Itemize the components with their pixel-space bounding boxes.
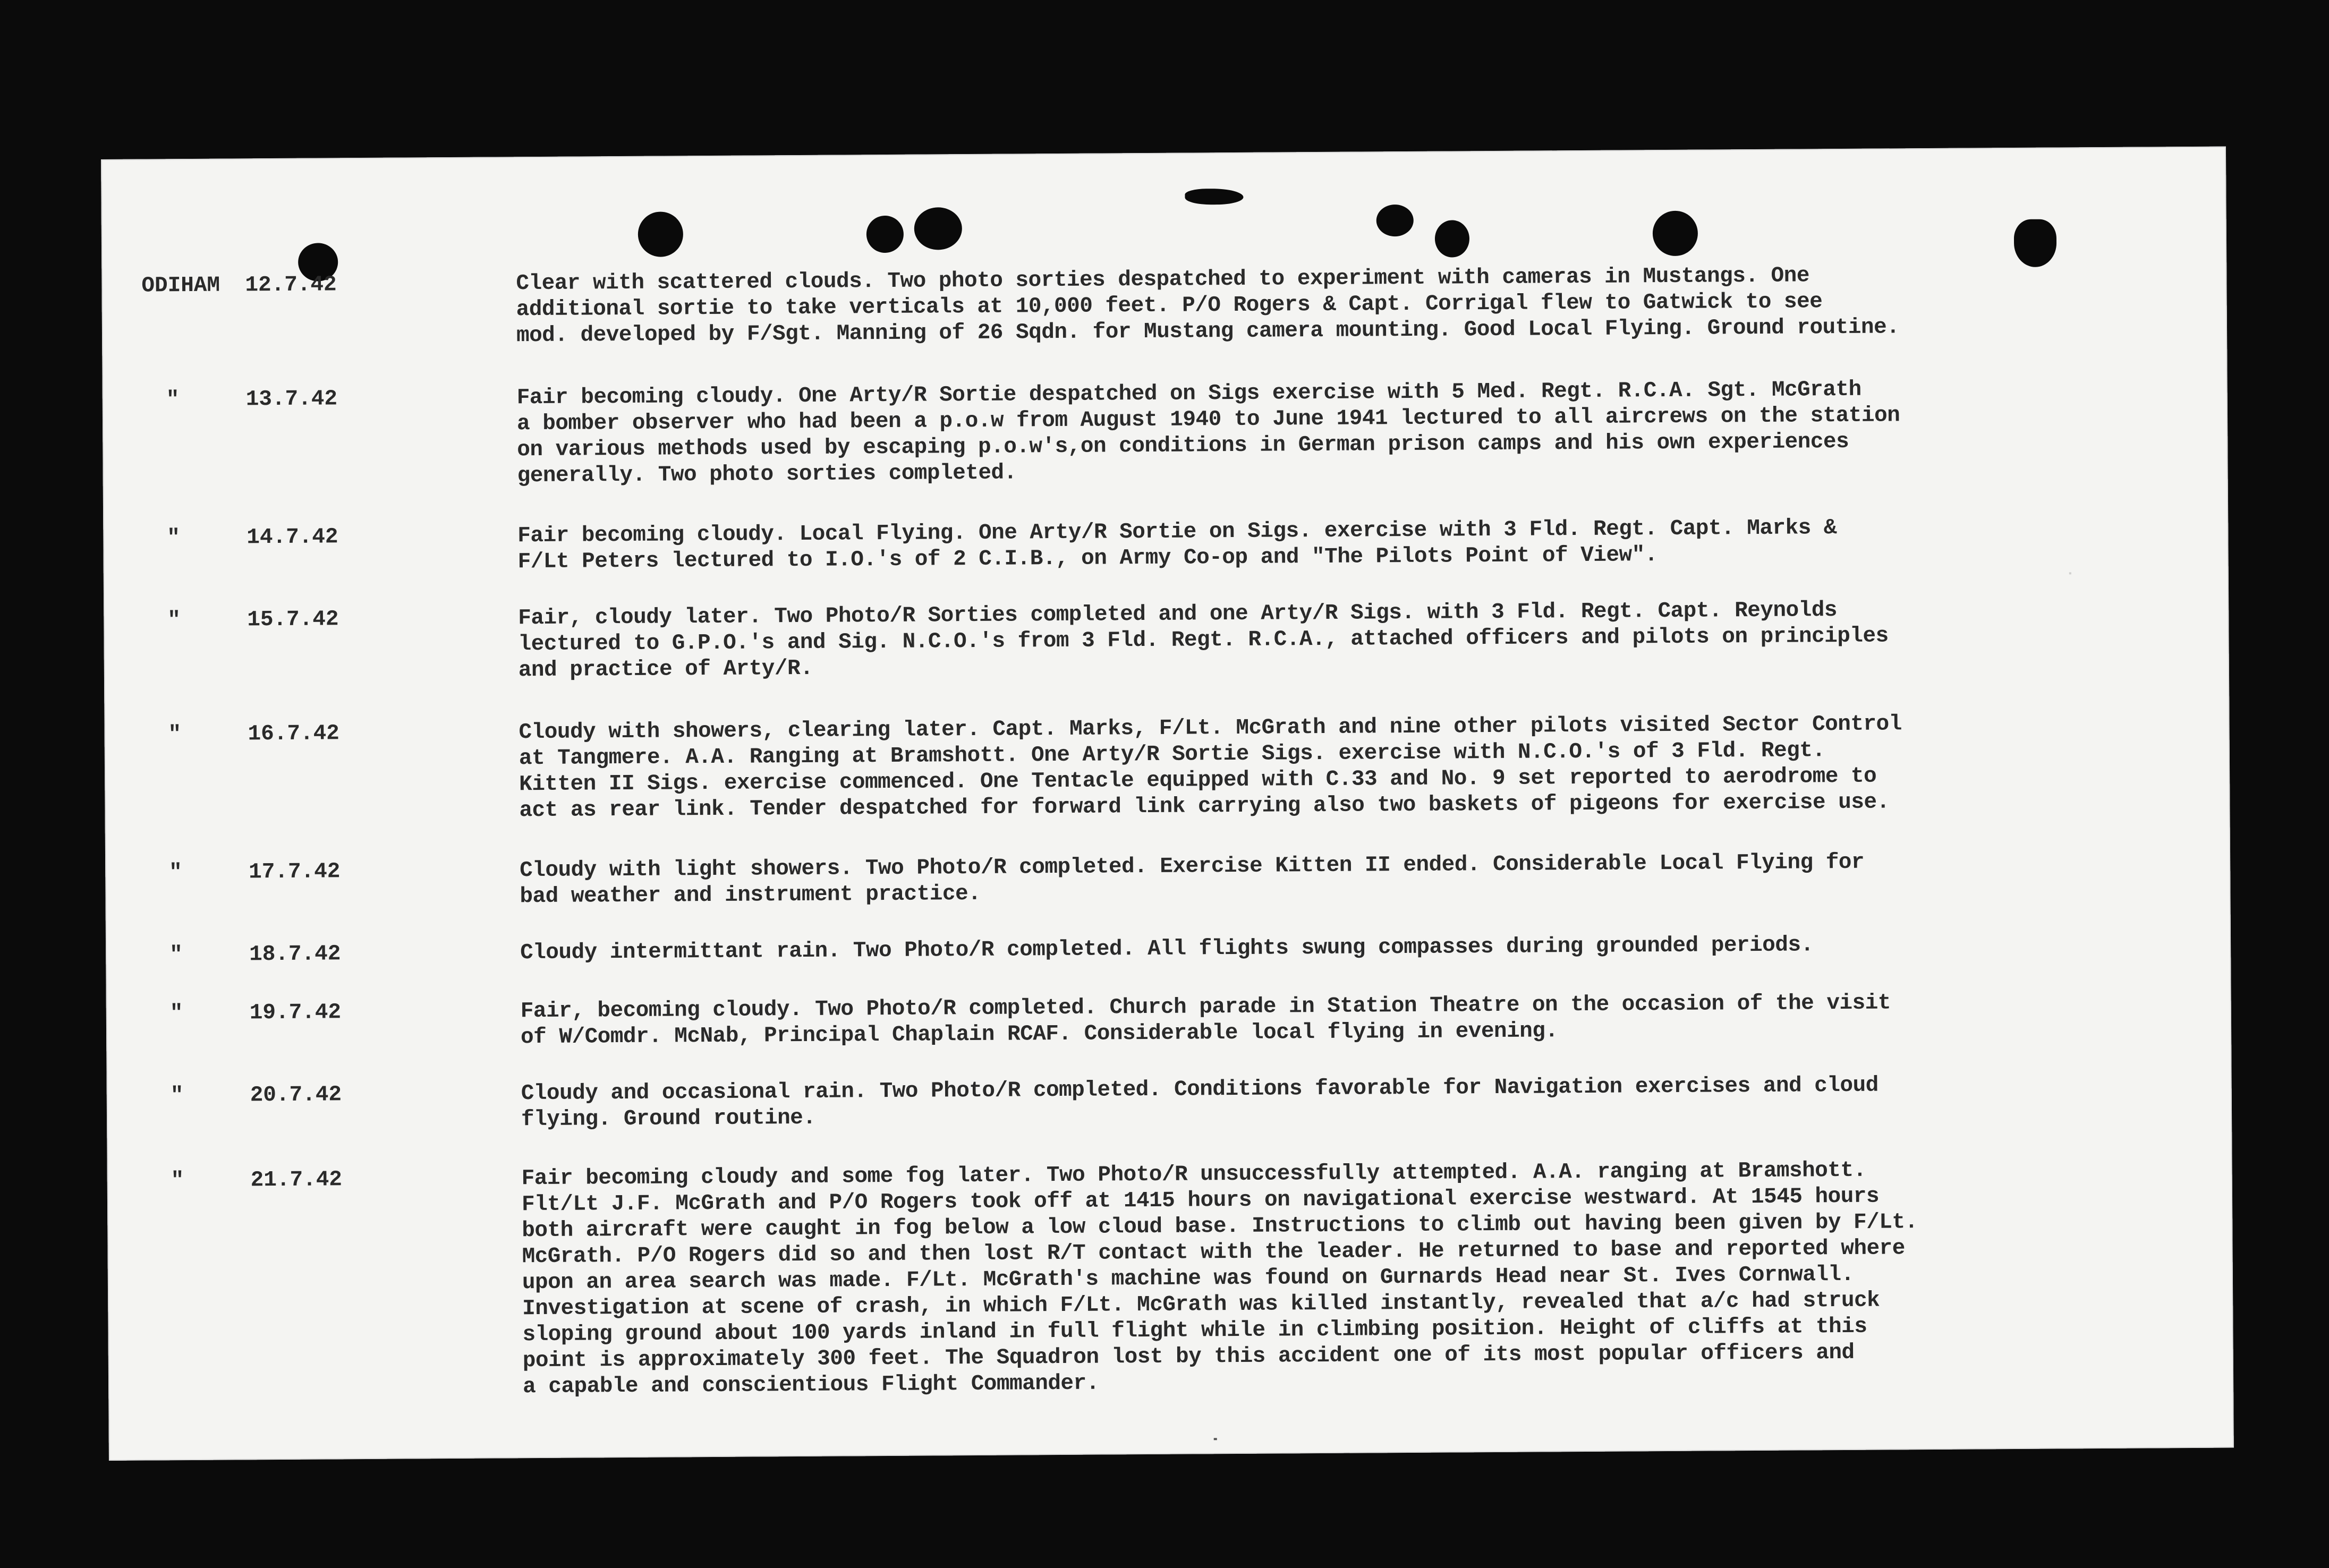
- document-page: [101, 147, 2234, 1461]
- entry-text: Fair becoming cloudy. Local Flying. One Arty/R Sortie on Sigs. exercise with 3 Fld. Regt. Capt. Marks & F/Lt Peters lectured to I.O.'s of 2 C.I.B., on Army Co-op and "The Pilots Point of View".: [517, 516, 1837, 575]
- ditto-mark: ": [169, 860, 182, 885]
- ditto-mark: ": [170, 1084, 184, 1109]
- ditto-mark: ": [166, 388, 180, 413]
- place-name: ODIHAM: [141, 273, 220, 299]
- entry-text: Cloudy intermittant rain. Two Photo/R completed. All flights swung compasses during grounded periods.: [520, 933, 1814, 966]
- punch-hole: [914, 207, 962, 250]
- diary-entry: [103, 513, 2228, 575]
- diary-entry: [107, 1071, 2232, 1132]
- punch-hole: [2014, 219, 2057, 267]
- entry-text: Cloudy with showers, clearing later. Capt. Marks, F/Lt. McGrath and nine other pilots visited Sector Control at Tangmere. A.A. Ranging at Bramshott. One Arty/R Sortie Sigs. exercise with N.C.O.'s of 3 Fld. Regt. Kitten II Sigs. exercise commenced. One Tentacle equipped with C.33 and No. 9 set reported to aerodrome to act as rear link. Tender despatched for forward link carrying also two baskets of pigeons for exercise use.: [518, 712, 1902, 823]
- diary-entry: [107, 1156, 2232, 1400]
- entry-date: 18.7.42: [249, 942, 341, 967]
- diary-entries: [101, 147, 2226, 1400]
- entry-date: 17.7.42: [249, 859, 341, 885]
- diary-entry: [105, 848, 2230, 909]
- ditto-mark: ": [171, 1169, 184, 1194]
- entry-text: Cloudy and occasional rain. Two Photo/R completed. Conditions favorable for Navigation exercises and cloud flying. Ground routine.: [521, 1073, 1878, 1132]
- ditto-mark: ": [167, 526, 181, 551]
- entry-text: Fair, cloudy later. Two Photo/R Sorties completed and one Arty/R Sigs. with 3 Fld. Regt. Capt. Reynolds lectured to G.P.O.'s and Sig. N.C.O.'s from 3 Fld. Regt. R.C.A., attached officers and pilots on principles and practice of Arty/R.: [518, 598, 1889, 683]
- diary-entry: [101, 261, 2226, 348]
- diary-entry: [106, 930, 2231, 968]
- punch-hole: [866, 216, 904, 253]
- ditto-mark: ": [169, 1001, 183, 1026]
- entry-text: Fair becoming cloudy and some fog later. Two Photo/R unsuccessfully attempted. A.A. ranging at Bramshott. Flt/Lt J.F. McGrath and P/O Rogers took off at 1415 hours on navigational exercise westward. At 1545 hours both aircraft were caught in fog below a low cloud base. Instructions to climb out having been given by F/Lt. McGrath. P/O Rogers did so and then lost R/T contact with the leader. He returned to base and reported where upon an area search was made. F/Lt. McGrath's machine was found on Gurnards Head near St. Ives Cornwall. Investigation at scene of crash, in which F/Lt. McGrath was killed instantly, revealed that a/c had struck sloping ground about 100 yards inland in full flight while in climbing position. Height of cliffs at this point is approximately 300 feet. The Squadron lost by this accident one of its most popular officers and a capable and conscientious Flight Commander.: [521, 1158, 1918, 1400]
- entry-text: Cloudy with light showers. Two Photo/R completed. Exercise Kitten II ended. Considerable Local Flying for bad weather and instrument practice.: [520, 850, 1865, 909]
- diary-entry: [106, 988, 2231, 1050]
- punch-hole: [1435, 220, 1469, 257]
- entry-date: 19.7.42: [249, 1000, 342, 1026]
- diary-entry: [104, 595, 2229, 683]
- punch-hole: [638, 211, 684, 257]
- ditto-mark: ": [168, 722, 182, 747]
- entry-date: 16.7.42: [248, 721, 339, 747]
- entry-date: 14.7.42: [246, 525, 338, 550]
- diary-entry: [104, 710, 2229, 823]
- ditto-mark: ": [167, 608, 181, 633]
- entry-date: 12.7.42: [245, 272, 337, 298]
- entry-date: 15.7.42: [247, 607, 339, 633]
- entry-date: 13.7.42: [245, 387, 338, 412]
- entry-date: 20.7.42: [250, 1083, 342, 1108]
- entry-text: Fair, becoming cloudy. Two Photo/R completed. Church parade in Station Theatre on the occasion of the visit of W/Comdr. McNab, Principal Chaplain RCAF. Considerable local flying in evening.: [520, 991, 1891, 1050]
- diary-entry: [103, 375, 2228, 489]
- ditto-mark: ": [169, 943, 183, 968]
- entry-text: Fair becoming cloudy. One Arty/R Sortie despatched on Sigs exercise with 5 Med. Regt. R.C.A. Sgt. McGrath a bomber observer who had been a p.o.w from August 1940 to June 1941 lectured to all aircrews on the station on various methods used by escaping p.o.w's,on conditions in German prison camps and his own experiences generally. Two photo sorties completed.: [516, 377, 1900, 489]
- entry-text: Clear with scattered clouds. Two photo sorties despatched to experiment with cameras in Mustangs. One additional sortie to take verticals at 10,000 feet. P/O Rogers & Capt. Corrigal flew to Gatwick to see mod. developed by F/Sgt. Manning of 26 Sqdn. for Mustang camera mounting. Good Local Flying. Ground routine.: [516, 263, 1900, 348]
- punch-hole: [1653, 211, 1698, 257]
- entry-date: 21.7.42: [250, 1168, 343, 1193]
- punch-hole: [1376, 204, 1414, 236]
- punch-hole: [1185, 189, 1243, 205]
